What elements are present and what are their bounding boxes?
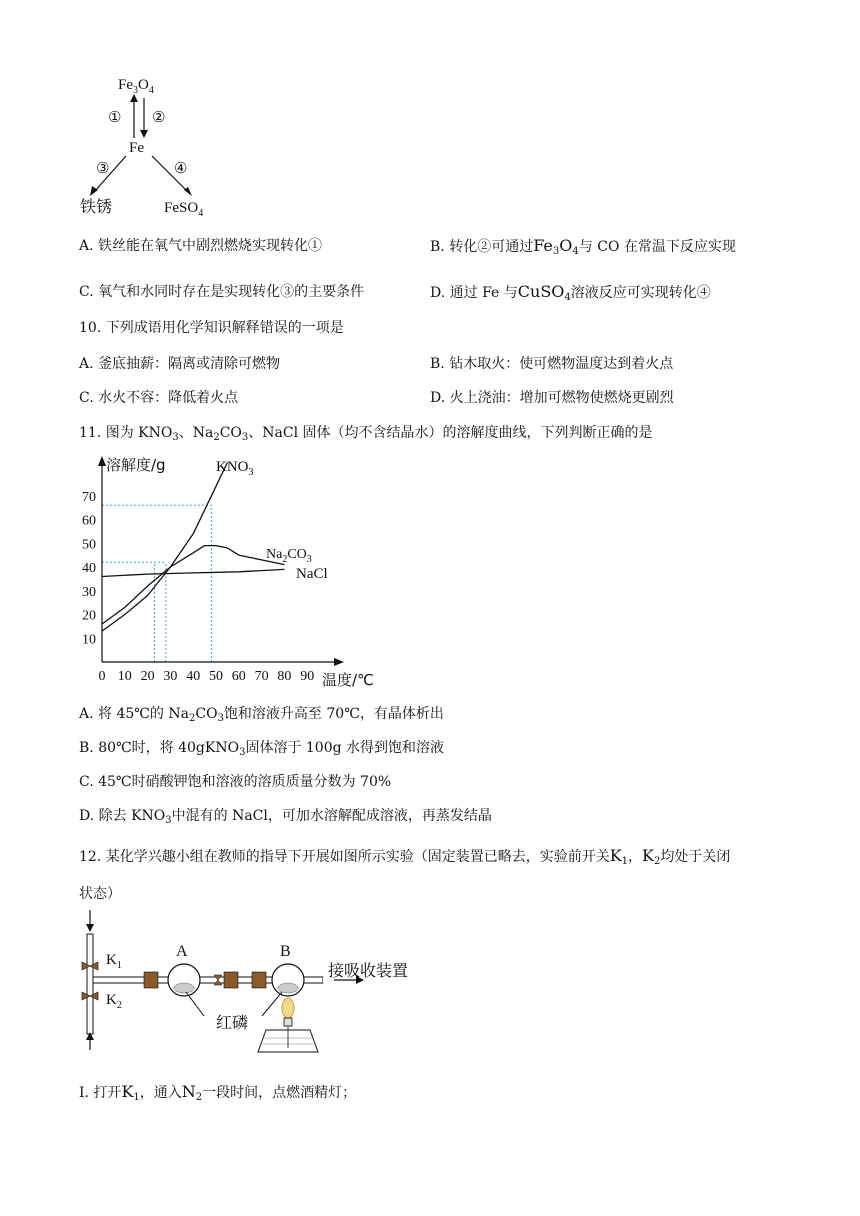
q9-option-a: A. 铁丝能在氧气中剧烈燃烧实现转化① [79, 238, 323, 254]
q9-option-b: B. 转化②可通过$Fe_3O_4$与 CO 在常温下反应实现 [430, 236, 736, 257]
q10-option-d: D. 火上浇油：增加可燃物使燃烧更剧烈 [430, 390, 674, 406]
y-axis-arrow [98, 456, 106, 466]
q10-option-a: A. 釜底抽薪：隔离或清除可燃物 [79, 356, 281, 372]
q10-option-b: B. 钻木取火：使可燃物温度达到着火点 [430, 356, 674, 372]
apparatus-diagram [74, 908, 434, 1058]
series-line-nacl [102, 569, 284, 576]
x-tick-label: 50 [209, 669, 223, 684]
k2-label: $K_2$ [106, 992, 122, 1011]
y-tick-label: 40 [82, 561, 96, 576]
y-tick-label: 20 [82, 608, 96, 624]
step4-marker: ④ [174, 161, 188, 177]
y-tick-label: 60 [82, 513, 96, 529]
y-axis-label: 溶解度/g [106, 456, 166, 474]
series-label-kno3: $KNO_3$ [216, 459, 254, 478]
bulb-a-label: A [176, 943, 188, 960]
iron-conversion-diagram [70, 70, 230, 220]
fe-label: Fe [129, 140, 144, 156]
x-tick-label: 60 [231, 669, 246, 684]
x-tick-label: 10 [117, 669, 132, 684]
y-tick-label: 30 [82, 584, 96, 600]
solubility-chart [76, 452, 396, 692]
x-axis-label: 温度/℃ [322, 671, 374, 689]
x-tick-label: 30 [163, 669, 178, 684]
k1-label: $K_1$ [106, 952, 122, 971]
q11-option-a: A. 将 45℃的 $Na_2CO_3$饱和溶液升高至 70℃，有晶体析出 [79, 706, 444, 724]
q11-option-d: D. 除去 $KNO_3$中混有的 NaCl，可加水溶解配成溶液，再蒸发结晶 [79, 808, 492, 826]
x-axis-arrow [334, 658, 344, 666]
feso4-label: FeSO$_4$ [164, 200, 204, 219]
q9-option-d: D. 通过 Fe 与CuSO$_4$溶液反应可实现转化④ [430, 282, 711, 303]
q11-option-b: B. 80℃时，将 40gKNO$_3$固体溶于 100g 水得到饱和溶液 [79, 740, 445, 758]
series-label-nacl: NaCl [296, 566, 328, 582]
y-tick-label: 70 [82, 489, 96, 505]
x-tick-label: 40 [186, 669, 201, 684]
q9-option-c: C. 氧气和水同时存在是实现转化③的主要条件 [79, 284, 365, 300]
alcohol-lamp-icon [258, 998, 318, 1052]
x-tick-label: 80 [277, 669, 292, 684]
outlet-label: 接吸收装置 [328, 961, 409, 980]
q12-stem: 12. 某化学兴趣小组在教师的指导下开展如图所示实验（固定装置已略去，实验前开关$K_1$，$K_2$均处于关闭 [79, 846, 731, 867]
y-tick-label: 50 [82, 537, 96, 553]
q10-option-c: C. 水火不容：降低着火点 [79, 390, 239, 406]
series-line-na2co3 [102, 546, 284, 624]
bulb-b-label: B [280, 943, 291, 960]
q11-stem: 11. 图为 $KNO_3$、$Na_2CO_3$、NaCl 固体（均不含结晶水）的溶解度曲线，下列判断正确的是 [79, 425, 653, 443]
bulb-b [272, 964, 304, 996]
rust-label: 铁锈 [80, 197, 113, 216]
q12-stem-line2: 状态） [79, 886, 121, 902]
x-tick-label: 0 [98, 669, 106, 684]
bulb-a [168, 964, 200, 996]
series-line-kno3 [102, 463, 227, 632]
step-1-text: Ⅰ. 打开$K_1$，通入$N_2$一段时间，点燃酒精灯； [79, 1082, 357, 1103]
step2-marker: ② [152, 110, 166, 126]
x-tick-label: 90 [300, 669, 315, 684]
phosphorus-label: 红磷 [216, 1013, 249, 1032]
step1-marker: ① [108, 110, 122, 126]
series-label-na2co3: $Na_2CO_3$ [266, 547, 312, 565]
q11-option-c: C. 45℃时硝酸钾饱和溶液的溶质质量分数为 70% [79, 774, 392, 790]
fe3o4-label: $Fe_3O_4$ [118, 77, 154, 96]
x-tick-label: 20 [140, 669, 155, 684]
step3-marker: ③ [96, 161, 110, 177]
x-tick-label: 70 [254, 669, 269, 684]
y-tick-label: 10 [82, 632, 96, 648]
q10-stem: 10. 下列成语用化学知识解释错误的一项是 [79, 320, 344, 336]
